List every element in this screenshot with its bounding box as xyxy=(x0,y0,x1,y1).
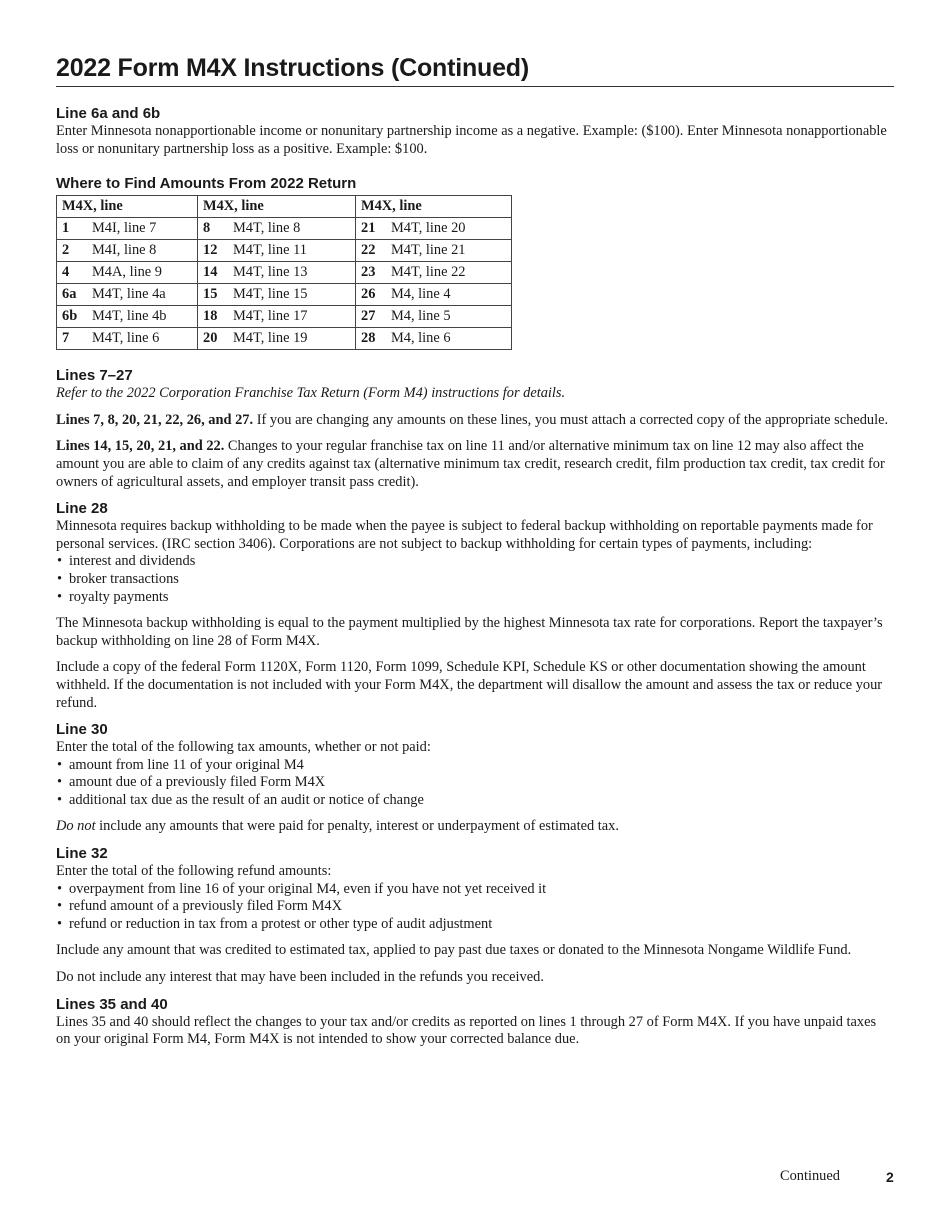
line-number: 18 xyxy=(198,306,229,328)
list-item: • amount from line 11 of your original M4 xyxy=(56,757,894,775)
section-line-32 xyxy=(56,845,894,987)
line-reference: M4T, line 6 xyxy=(87,328,198,350)
table-row xyxy=(57,306,512,328)
line-number: 12 xyxy=(198,240,229,262)
line-reference: M4T, line 4b xyxy=(87,306,198,328)
bold-lead: Lines 14, 15, 20, 21, and 22. xyxy=(56,438,225,455)
line-number: 6b xyxy=(57,306,88,328)
line-number: 6a xyxy=(57,284,88,306)
table-row xyxy=(57,240,512,262)
line-number: 23 xyxy=(356,262,387,284)
table-row xyxy=(57,218,512,240)
line-reference: M4I, line 8 xyxy=(87,240,198,262)
paragraph: Lines 35 and 40 should reflect the changes to your tax and/or credits as reported on lines 1 through 27 of Form M4X. If you have unpaid taxes on your original Form M4, Form M4X is not intended to show your corrected balance due. xyxy=(56,1013,877,1048)
continued-label: Continued xyxy=(780,1168,840,1184)
page-number: 2 xyxy=(886,1169,894,1185)
line-reference: M4A, line 9 xyxy=(87,262,198,284)
list-item: • broker transactions xyxy=(56,571,894,589)
table-heading: Where to Find Amounts From 2022 Return xyxy=(56,175,357,193)
line-reference: M4, line 5 xyxy=(386,306,512,328)
list-item: • additional tax due as the result of an audit or notice of change xyxy=(56,792,894,810)
list-item: • amount due of a previously filed Form M4X xyxy=(56,774,894,792)
bullet-list xyxy=(56,881,894,934)
paragraph: Minnesota requires backup withholding to be made when the payee is subject to federal backup withholding on reportable payments made for personal services. (IRC section 3406). Corporations are not subject to backup withholding for certain types of payments, including: xyxy=(56,518,873,552)
line-number: 8 xyxy=(198,218,229,240)
paragraph: Enter the total of the following refund amounts: xyxy=(56,863,332,880)
italic-note: Refer to the 2022 Corporation Franchise Tax Return (Form M4) instructions for details. xyxy=(56,385,566,402)
line-number: 14 xyxy=(198,262,229,284)
line-number: 26 xyxy=(356,284,387,306)
line-number: 22 xyxy=(356,240,387,262)
line-reference: M4T, line 15 xyxy=(228,284,356,306)
line-reference: M4T, line 8 xyxy=(228,218,356,240)
paragraph-text: Changes to your regular franchise tax on line 11 and/or alternative minimum tax on line 12 may also affect the amount you are able to claim of any credits against tax (alternative minimum tax credit, research credit, film production tax credit, tax credit for owners of agricultural assets, and employer transit pass credit). xyxy=(56,438,885,490)
line-number: 4 xyxy=(57,262,88,284)
section-lines-35-40 xyxy=(56,996,894,1049)
line-reference: M4T, line 20 xyxy=(386,218,512,240)
line-reference: M4T, line 21 xyxy=(386,240,512,262)
paragraph: Include any amount that was credited to estimated tax, applied to pay past due taxes or donated to the Minnesota Nongame Wildlife Fund. xyxy=(56,942,852,959)
line-number: 28 xyxy=(356,328,387,350)
paragraph: Do not include any interest that may have been included in the refunds you received. xyxy=(56,969,544,986)
section-heading: Lines 7–27 xyxy=(56,367,133,385)
section-where-to-find xyxy=(56,175,894,350)
section-heading: Line 30 xyxy=(56,721,108,739)
line-number: 7 xyxy=(57,328,88,350)
column-header: M4X, line xyxy=(356,196,512,218)
paragraph: Include a copy of the federal Form 1120X, Form 1120, Form 1099, Schedule KPI, Schedule KS or other documentation showing the amount withheld. If the documentation is not included with your Form M4X, the department will disallow the amount and assess the tax or reduce your refund. xyxy=(56,659,883,711)
table-row xyxy=(57,284,512,306)
section-heading: Line 6a and 6b xyxy=(56,105,161,122)
paragraph-text: If you are changing any amounts on these lines, you must attach a corrected copy of the appropriate schedule. xyxy=(253,411,889,428)
list-item: • overpayment from line 16 of your original M4, even if you have not yet received it xyxy=(56,881,894,899)
list-item: • interest and dividends xyxy=(56,553,894,571)
page-title: 2022 Form M4X Instructions (Continued) xyxy=(56,52,894,87)
italic-emphasis: Do not xyxy=(56,818,96,835)
line-number: 27 xyxy=(356,306,387,328)
paragraph xyxy=(56,818,894,836)
line-reference: M4T, line 19 xyxy=(228,328,356,350)
line-number: 1 xyxy=(57,218,88,240)
section-line-28 xyxy=(56,500,894,712)
line-reference: M4T, line 22 xyxy=(386,262,512,284)
line-reference: M4I, line 7 xyxy=(87,218,198,240)
list-item: • refund amount of a previously filed Form M4X xyxy=(56,898,894,916)
paragraph xyxy=(56,385,894,403)
line-number: 2 xyxy=(57,240,88,262)
section-heading: Lines 35 and 40 xyxy=(56,995,168,1013)
bullet-list xyxy=(56,757,894,810)
line-reference: M4T, line 11 xyxy=(228,240,356,262)
table-row xyxy=(57,262,512,284)
line-number: 20 xyxy=(198,328,229,350)
column-header: M4X, line xyxy=(198,196,356,218)
amounts-table xyxy=(56,195,512,350)
section-line-30 xyxy=(56,721,894,836)
document-page xyxy=(56,52,894,1049)
line-reference: M4, line 4 xyxy=(386,284,512,306)
paragraph xyxy=(56,412,894,430)
paragraph-text: include any amounts that were paid for penalty, interest or underpayment of estimated tax. xyxy=(95,818,619,835)
section-line-6 xyxy=(56,105,894,158)
section-lines-7-27 xyxy=(56,367,894,491)
line-reference: M4T, line 4a xyxy=(87,284,198,306)
section-heading: Line 28 xyxy=(56,500,108,518)
section-heading: Line 32 xyxy=(56,845,108,863)
paragraph xyxy=(56,438,894,491)
column-header: M4X, line xyxy=(57,196,198,218)
line-reference: M4, line 6 xyxy=(386,328,512,350)
line-reference: M4T, line 13 xyxy=(228,262,356,284)
bold-lead: Lines 7, 8, 20, 21, 22, 26, and 27. xyxy=(56,411,254,428)
line-number: 21 xyxy=(356,218,387,240)
paragraph: The Minnesota backup withholding is equal to the payment multiplied by the highest Minnesota tax rate for corporations. Report the taxpayer’s backup withholding on line 28 of Form M4X. xyxy=(56,615,883,649)
table-header-row xyxy=(57,196,512,218)
paragraph: Enter the total of the following tax amounts, whether or not paid: xyxy=(56,739,431,756)
list-item: • refund or reduction in tax from a protest or other type of audit adjustment xyxy=(56,916,894,934)
list-item: • royalty payments xyxy=(56,589,894,607)
bullet-list xyxy=(56,553,894,606)
table-row xyxy=(57,328,512,350)
line-number: 15 xyxy=(198,284,229,306)
line-reference: M4T, line 17 xyxy=(228,306,356,328)
paragraph: Enter Minnesota nonapportionable income or nonunitary partnership income as a negative. Example: ($100). Enter Minnesota nonapportionable loss or nonunitary partnership loss as a positive. Example: $100. xyxy=(56,123,887,157)
